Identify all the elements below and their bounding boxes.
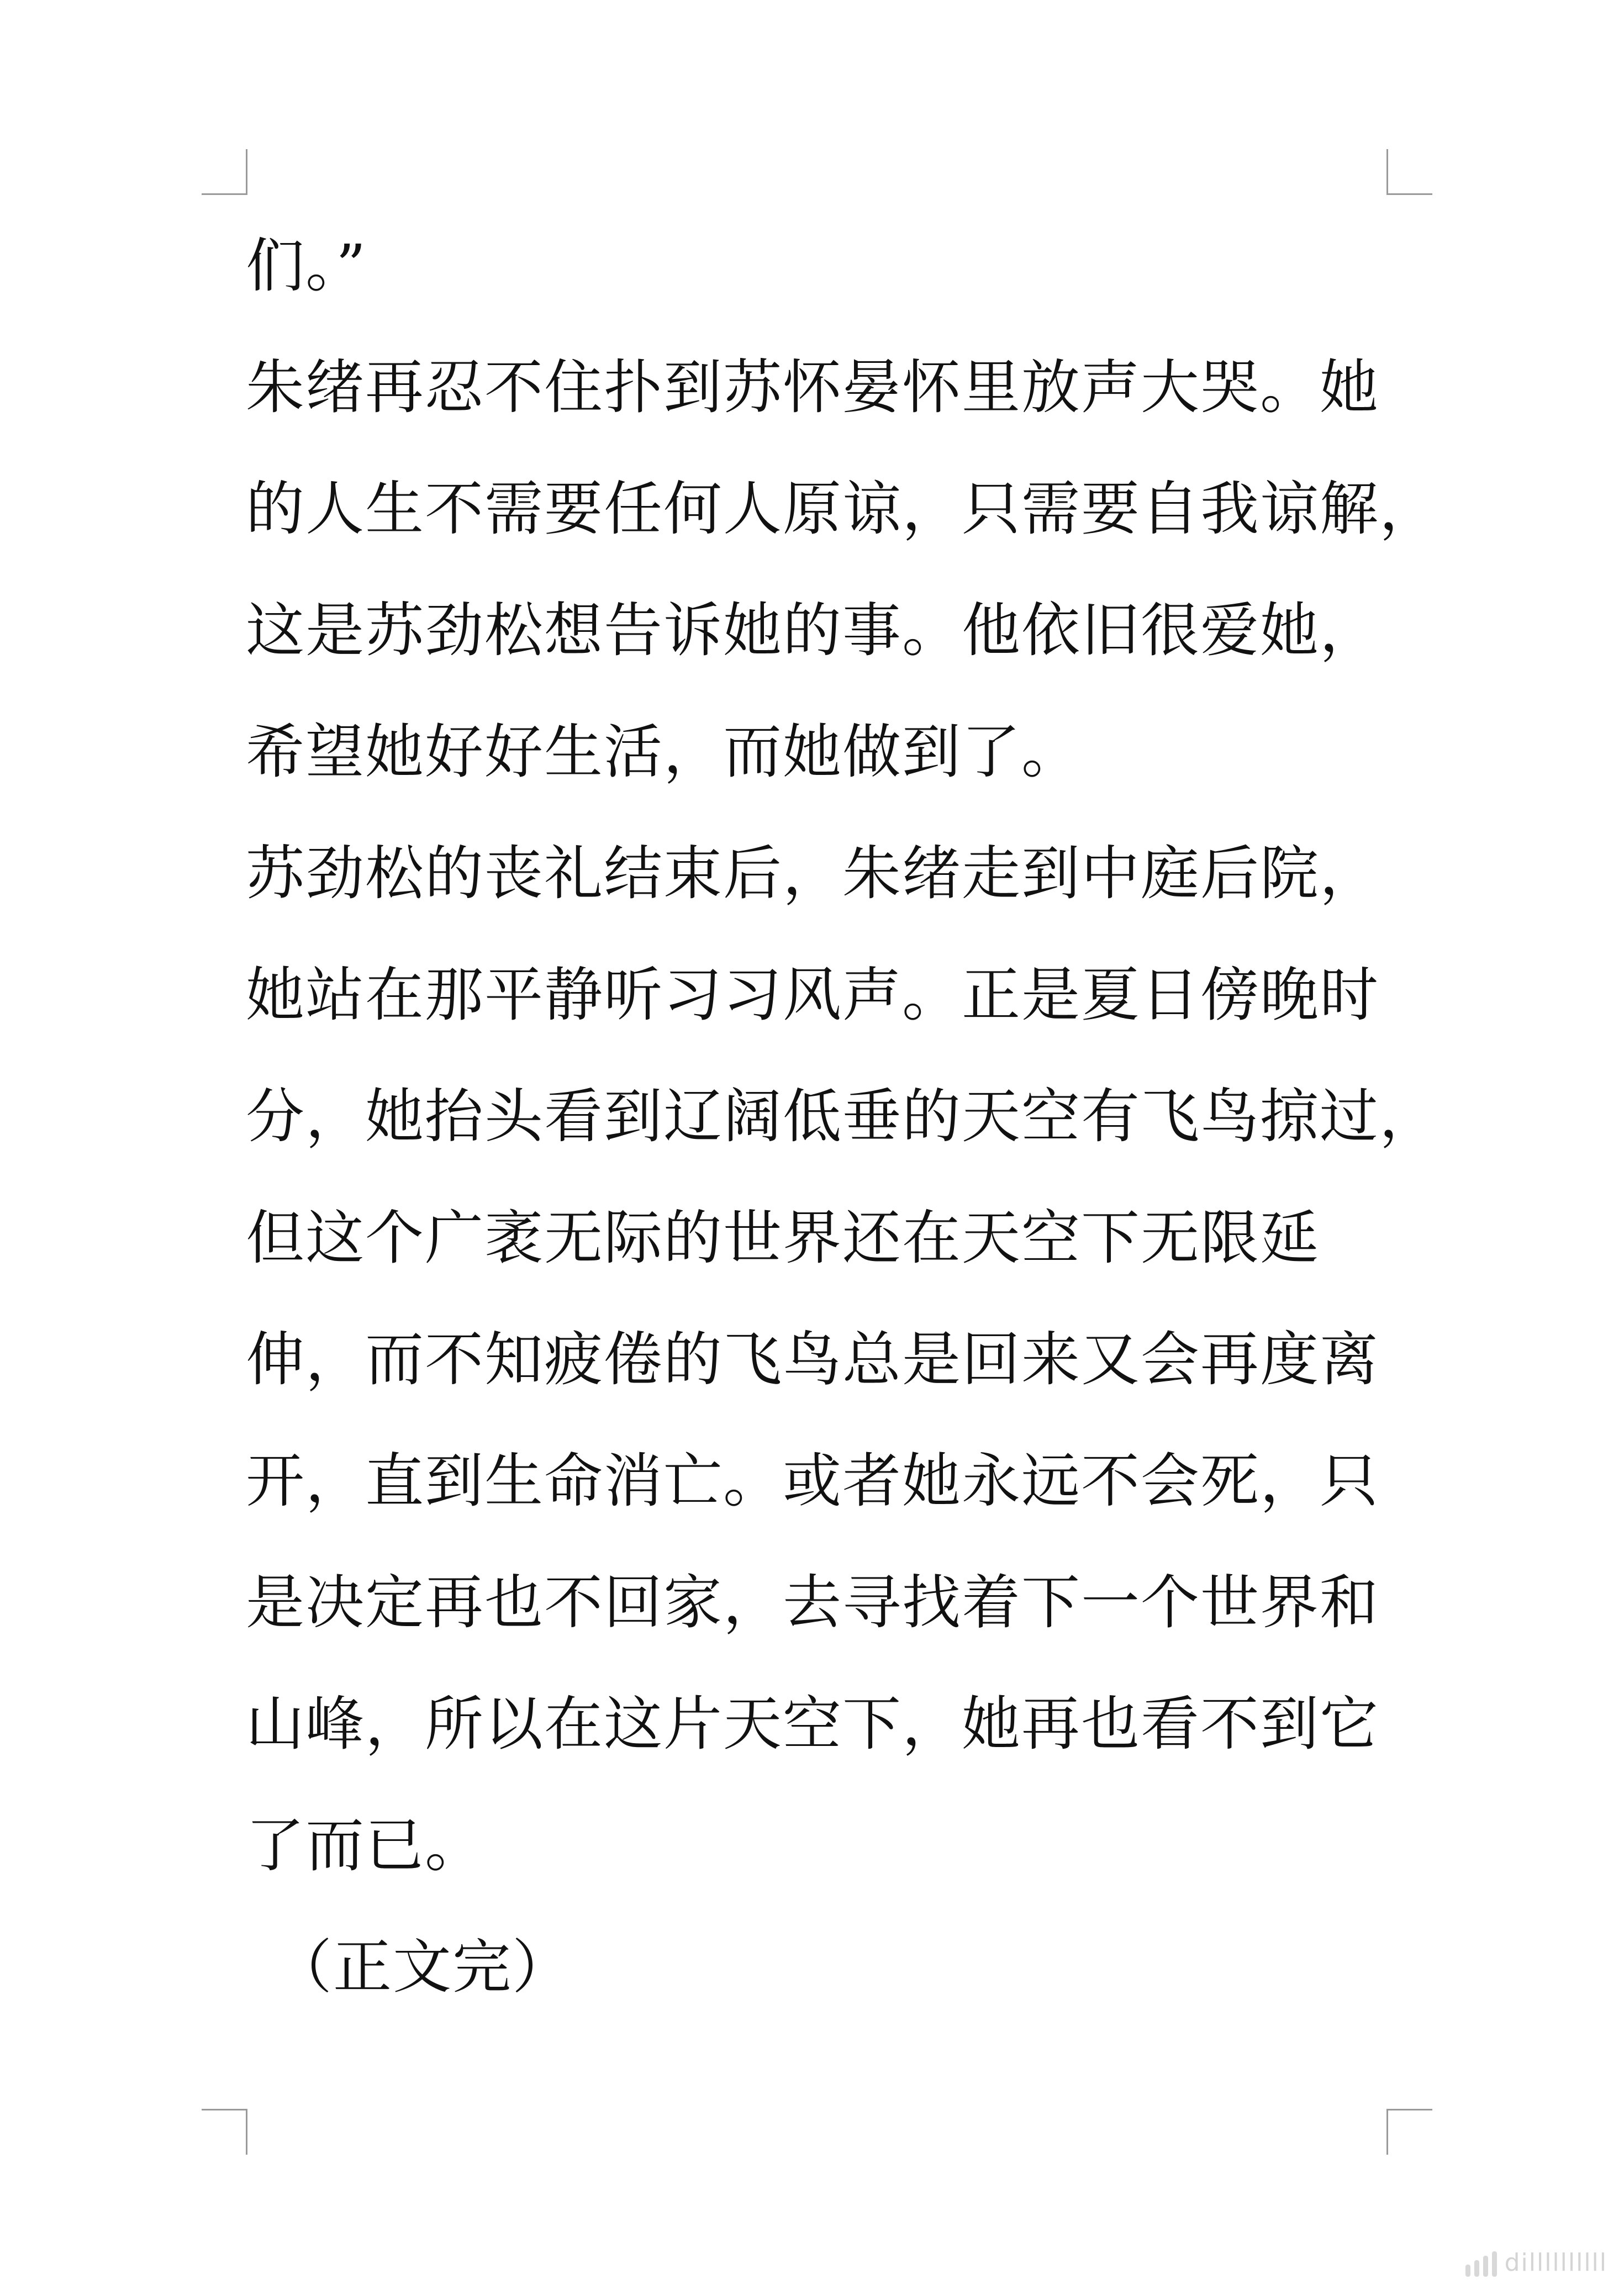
text-line: 希望她好好生活，而她做到了。 — [246, 718, 1081, 786]
text-line: 是决定再也不回家，去寻找着下一个世界和 — [246, 1569, 1379, 1637]
text-line: 伸，而不知疲倦的飞鸟总是回来又会再度离 — [246, 1326, 1379, 1394]
text-line: 朱绪再忍不住扑到苏怀晏怀里放声大哭。她 — [246, 353, 1379, 421]
text-line: 的人生不需要任何人原谅，只需要自我谅解， — [246, 475, 1439, 543]
crop-mark-top-right — [1386, 149, 1432, 195]
text-line: 苏劲松的丧礼结束后，朱绪走到中庭后院， — [246, 840, 1379, 907]
text-line: 山峰，所以在这片天空下，她再也看不到它 — [246, 1690, 1379, 1758]
end-of-text-marker: （正文完） — [273, 1933, 572, 2001]
text-line: 们。” — [246, 232, 367, 300]
crop-mark-top-left — [202, 149, 247, 195]
text-line: 开，直到生命消亡。或者她永远不会死，只 — [246, 1447, 1379, 1515]
crop-mark-bottom-right — [1386, 2109, 1432, 2155]
text-line: 了而已。 — [246, 1812, 484, 1880]
text-line: 分，她抬头看到辽阔低垂的天空有飞鸟掠过， — [246, 1083, 1439, 1151]
watermark-logo-icon — [1465, 2251, 1497, 2277]
text-line: 这是苏劲松想告诉她的事。他依旧很爱她， — [246, 597, 1379, 664]
watermark — [1465, 2249, 1607, 2277]
text-line: 但这个广袤无际的世界还在天空下无限延 — [246, 1204, 1320, 1272]
text-line: 她站在那平静听习习风声。正是夏日傍晚时 — [246, 961, 1379, 1029]
document-body — [246, 205, 1439, 2028]
watermark-text: dillllllllll — [1504, 2249, 1607, 2277]
crop-mark-bottom-left — [202, 2109, 247, 2155]
